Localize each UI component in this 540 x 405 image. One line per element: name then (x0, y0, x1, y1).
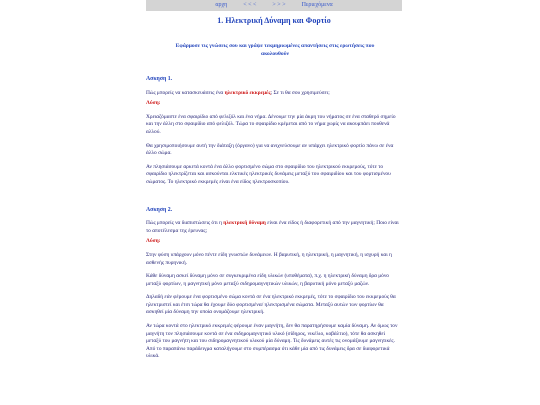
exercise-2-paragraph: Αν τώρα κοντά στο ηλεκτρικό εκκρεμές φέρουμε έναν μαγνήτη, δεν θα παρατηρήσουμε καμία δύναμη. Αν όμως τον μαγνήτη τον πλησιάσουμε κοντά σε ένα σιδηρομαγνητικό υλικό (σίδηρος, νικέλιο, κοβάλτιο), τότε θα ασκηθεί μεταξύ του μαγνήτη και του σιδηρομαγνητικού υλικού μία δύναμη. Τις δυνάμεις αυτές τις ονομάζουμε μαγνητικές. Από το παραπάνω παράδειγμα καταλήγουμε στο συμπέρασμα ότι κάθε μία από τις δυνάμεις δρα σε διαφορετικά υλικά. (146, 323, 398, 360)
nav-home-link[interactable]: αρχη (215, 2, 228, 8)
exercise-2-paragraph: Δηλαδή εάν φέρουμε ένα φορτισμένο σώμα κοντά σε ένα ηλεκτρικό εκκρεμές, τότε το σφαιρίδιο του εκκρεμούς θα ηλεκτριστεί και έτσι τώρα θα έχουμε δύο φορτισμένα/ ηλεκτρισμένα σώματα. Μεταξύ αυτών των φορτίων θα ασκηθεί μία δύναμη την οποία ονομάζουμε ηλεκτρική. (146, 294, 396, 316)
exercise-2-paragraph: Στην φύση υπάρχουν μόνο πέντε είδη γνωστών δυνάμεων. Η βαρυτική, η ηλεκτρική, η μαγνητική, η ισχυρή και η ασθενής πυρηνική. (146, 251, 392, 266)
nav-next-link[interactable]: > > > (272, 2, 286, 8)
exercise-1-question (146, 90, 400, 98)
nav-contents-link[interactable]: Περιεχόμενα (301, 2, 333, 8)
exercise-1-paragraph: Αν πλησιάσουμε αρκετά κοντά ένα άλλο φορτισμένο σώμα στο σφαιρίδιο του ηλεκτρικού εκκρεμούς, τότε το σφαιρίδιο ηλεκτρίζεται και ασκούνται ελκτικές ηλεκτρικές δυνάμεις μεταξύ του σφαιριδίου και του φορτισμένου σώματος. Το ηλεκτρικό εκκρεμές είναι ένα είδος ηλεκτροσκοπίου. (146, 163, 391, 185)
exercise-1-solution-label: Λύση: (146, 100, 161, 107)
top-nav-bar (146, 0, 402, 11)
intro-text: Εφάρμοσε τις γνώσεις σου και γράψε τεκμηριωμένες απαντήσεις στις ερωτήσεις που ακολουθούν (175, 43, 375, 57)
exercises-content (146, 76, 400, 367)
exercise-1-paragraph: Θα χρησιμοποιήσουμε αυτή την διάταξη (όργανο) για να ανιχνεύσουμε αν υπάρχει ηλεκτρικό φορτίο πάνω σε ένα άλλο σώμα. (146, 142, 394, 157)
exercise-1-heading: Ασκηση 1. (146, 76, 173, 82)
question-text: Πώς μπορείς να κατασκευάσεις ένα (146, 89, 225, 96)
exercise-2-question (146, 220, 400, 235)
section-spacer (146, 193, 400, 207)
exercise-2-heading: Ασκηση 2. (146, 206, 173, 213)
question-text: Πώς μπορείς να διαπιστώσεις ότι η (146, 220, 224, 227)
nav-prev-link[interactable]: < < < (243, 2, 257, 8)
question-highlight: ηλεκτρικό εκκρεμές (224, 89, 271, 96)
page-title: 1. Ηλεκτρική Δύναμη και Φορτίο (217, 16, 331, 25)
question-text: είναι ένα είδος ή διαφορετική από την μαγνητική; Ποιο είναι το αποτέλεσμα της έρευνας; (146, 220, 399, 234)
question-text: ; Σε τι θα σου χρησιμεύσει; (270, 89, 330, 96)
exercise-1-paragraph: Χρειαζόμαστε ένα σφαιρίδιο από φελιζόλ και ένα νήμα. Δένουμε την μία άκρη του νήματος σε ένα σταθερό σημείο και την άλλη στο σφαιρίδιο από φελιζόλ. Τώρα το σφαιρίδιο κρέμεται από το νήμα χωρίς να ακουμπάει πουθενά αλλού. (146, 113, 396, 135)
exercise-2-paragraph: Κάθε δύναμη ασκεί δύναμη μόνο σε συγκεκριμένα είδη υλικών (υποθέματα), π.χ. η ηλεκτρική δύναμη δρα μόνο μεταξύ φορτίων, η μαγνητική μόνο μεταξύ σιδηρομαγνητικών υλικών, η βαρυτική μόνο μεταξύ μαζών. (146, 273, 389, 287)
question-highlight: ηλεκτρική δύναμη (223, 220, 266, 227)
exercise-2-solution-label: Λύση: (146, 238, 161, 245)
